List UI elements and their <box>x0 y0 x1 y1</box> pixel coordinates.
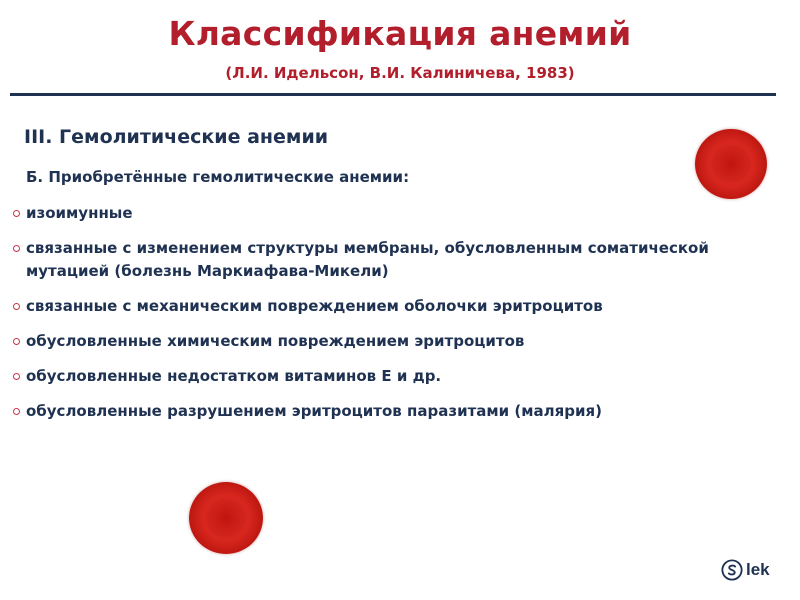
bullet-item <box>12 400 712 423</box>
bullet-text: изоимунные <box>26 204 133 222</box>
circle-bullet-icon <box>13 303 20 310</box>
bullet-item <box>12 237 712 283</box>
bullet-list <box>12 202 712 435</box>
slide-subtitle: (Л.И. Идельсон, В.И. Калиничева, 1983) <box>225 64 575 82</box>
bullet-text: связанные с механическим повреждением оболочки эритроцитов <box>26 297 603 315</box>
red-blood-cell-image-top <box>695 129 767 199</box>
bullet-item <box>12 330 712 353</box>
circle-bullet-icon <box>13 408 20 415</box>
lek-logo <box>721 557 770 583</box>
bullet-item <box>12 202 712 225</box>
sub-heading: Б. Приобретённые гемолитические анемии: <box>26 168 410 186</box>
bullet-text: обусловленные химическим повреждением эритроцитов <box>26 332 525 350</box>
red-blood-cell-image-bottom <box>189 482 263 554</box>
bullet-item <box>12 295 712 318</box>
title-divider <box>10 93 776 96</box>
circle-bullet-icon <box>13 210 20 217</box>
bullet-text: обусловленные разрушением эритроцитов паразитами (малярия) <box>26 402 602 420</box>
circle-bullet-icon <box>13 245 20 252</box>
logo-text: lek <box>746 560 770 579</box>
bullet-text: обусловленные недостатком витаминов Е и др. <box>26 367 442 385</box>
lek-logo-icon <box>721 559 743 581</box>
circle-bullet-icon <box>13 373 20 380</box>
section-heading: III. Гемолитические анемии <box>24 126 329 148</box>
bullet-text: связанные с изменением структуры мембраны, обусловленным соматической мутацией (болезнь Маркиафава-Микели) <box>26 239 709 280</box>
slide-title: Классификация анемий <box>168 14 632 53</box>
bullet-item <box>12 365 712 388</box>
circle-bullet-icon <box>13 338 20 345</box>
